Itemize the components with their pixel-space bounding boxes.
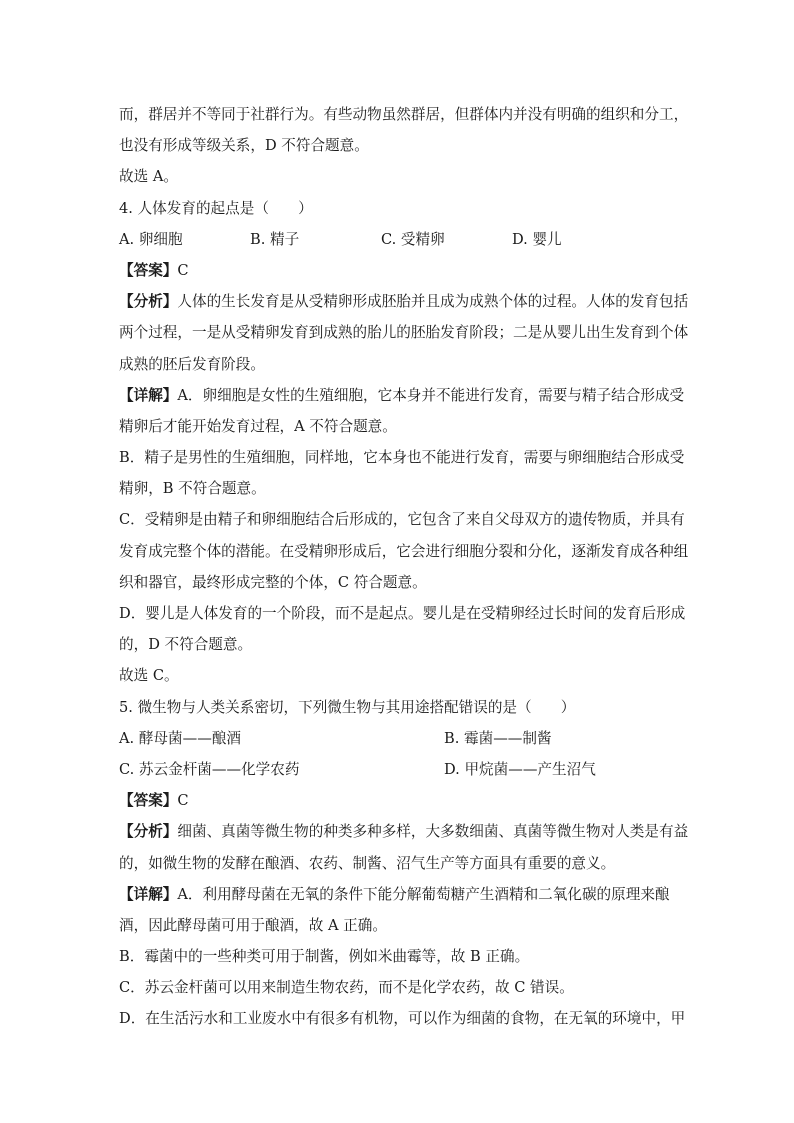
- answer-tag: 【答案】: [119, 792, 178, 810]
- q5-detail-line: B．霉菌中的一些种类可用于制酱，例如米曲霉等，故 B 正确。: [119, 948, 530, 966]
- detail-text: A．利用酵母菌在无氧的条件下能分解葡萄糖产生酒精和二氧化碳的原理来酿: [177, 885, 670, 903]
- q5-options-row-2: [119, 754, 667, 785]
- analysis-tag: 【分析】: [119, 823, 178, 841]
- q3-explanation-line: 也没有形成等级关系，D 不符合题意。: [119, 137, 369, 155]
- q4-question: 4. 人体发育的起点是（ ）: [119, 199, 313, 217]
- q4-answer: [119, 255, 667, 286]
- q4-options: [119, 224, 667, 255]
- q4-option-c: C. 受精卵: [381, 230, 445, 248]
- answer-tag: 【答案】: [119, 261, 178, 279]
- q4-detail-line: 织和器官，最终形成完整的个体，C 符合题意。: [119, 573, 427, 591]
- q5-analysis-line: [119, 816, 689, 847]
- q5-question: 5. 微生物与人类关系密切，下列微生物与其用途搭配错误的是（ ）: [119, 698, 576, 716]
- q4-detail-line: 精卵后才能开始发育过程，A 不符合题意。: [119, 417, 397, 435]
- q5-option-c: C. 苏云金杆菌——化学农药: [119, 760, 300, 778]
- q5-detail-line: D．在生活污水和工业废水中有很多有机物，可以作为细菌的食物，在无氧的环境中，甲: [119, 1010, 686, 1028]
- detail-text: A．卵细胞是女性的生殖细胞，它本身并不能进行发育，需要与精子结合形成受: [177, 386, 685, 404]
- q4-detail-line: [119, 380, 685, 411]
- q4-detail-line: C．受精卵是由精子和卵细胞结合后形成的，它包含了来自父母双方的遗传物质，并具有: [119, 511, 685, 529]
- q4-detail-line: B．精子是男性的生殖细胞，同样地，它本身也不能进行发育，需要与卵细胞结合形成受: [119, 449, 685, 467]
- detail-tag: 【详解】: [119, 885, 178, 903]
- q4-option-b: B. 精子: [250, 230, 300, 248]
- q4-detail-line: 发育成完整个体的潜能。在受精卵形成后，它会进行细胞分裂和分化，逐渐发育成各种组: [119, 542, 689, 560]
- q4-option-a: A. 卵细胞: [119, 230, 183, 248]
- answer-value: C: [177, 792, 189, 810]
- q5-answer: [119, 785, 667, 816]
- q5-detail-line: [119, 879, 670, 910]
- detail-tag: 【详解】: [119, 386, 178, 404]
- q4-detail-line: 的，D 不符合题意。: [119, 636, 253, 654]
- q5-detail-line: C．苏云金杆菌可以用来制造生物农药，而不是化学农药，故 C 错误。: [119, 979, 574, 997]
- answer-value: C: [177, 261, 189, 279]
- q5-analysis-line: 的，如微生物的发酵在酿酒、农药、制酱、沼气生产等方面具有重要的意义。: [119, 854, 616, 872]
- q4-option-d: D. 婴儿: [512, 230, 562, 248]
- q4-conclusion: 故选 C。: [119, 667, 179, 685]
- q4-analysis-line: 成熟的胚后发育阶段。: [119, 355, 265, 373]
- analysis-text: 细菌、真菌等微生物的种类多种多样，大多数细菌、真菌等微生物对人类是有益: [177, 823, 689, 841]
- q3-conclusion: 故选 A。: [119, 168, 178, 186]
- q5-options-row-1: [119, 723, 667, 754]
- q4-analysis-line: [119, 286, 689, 317]
- q4-detail-line: D．婴儿是人体发育的一个阶段，而不是起点。婴儿是在受精卵经过长时间的发育后形成: [119, 605, 686, 622]
- q5-option-d: D. 甲烷菌——产生沼气: [444, 760, 596, 778]
- q3-explanation-line: 而，群居并不等同于社群行为。有些动物虽然群居，但群体内并没有明确的组织和分工，: [119, 106, 689, 123]
- q5-option-a: A. 酵母菌——酿酒: [119, 729, 241, 747]
- q4-detail-line: 精卵，B 不符合题意。: [119, 480, 266, 498]
- q4-analysis-line: 两个过程，一是从受精卵发育到成熟的胎儿的胚胎发育阶段；二是从婴儿出生发育到个体: [119, 324, 689, 342]
- q5-option-b: B. 霉菌——制酱: [444, 729, 552, 747]
- analysis-text: 人体的生长发育是从受精卵形成胚胎并且成为成熟个体的过程。人体的发育包括: [177, 293, 689, 311]
- q5-detail-line: 酒，因此酵母菌可用于酿酒，故 A 正确。: [119, 916, 387, 934]
- analysis-tag: 【分析】: [119, 293, 178, 311]
- page-content: [119, 99, 689, 1035]
